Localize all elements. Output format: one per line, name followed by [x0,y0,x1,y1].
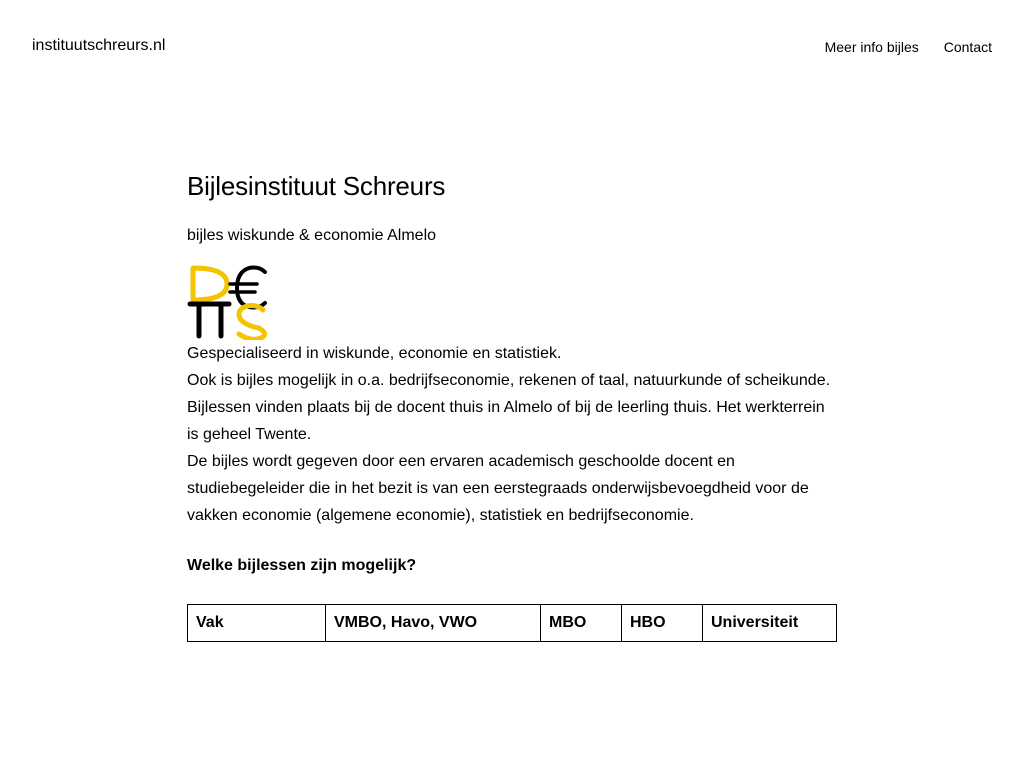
site-title-link[interactable]: instituutschreurs.nl [32,37,166,54]
main-content [187,168,837,642]
table-header-cell: VMBO, Havo, VWO [326,605,541,642]
intro-paragraph: Gespecialiseerd in wiskunde, economie en statistiek. [187,345,562,362]
page-title: Bijlesinstituut Schreurs [187,171,446,201]
location-paragraph: Bijlessen vinden plaats bij de docent thuis in Almelo of bij de leerling thuis. Het werkterrein is geheel Twente. [187,399,825,443]
table-header-cell: MBO [541,605,622,642]
page-tagline: bijles wiskunde & economie Almelo [187,227,437,244]
table-header-cell: Vak [188,605,326,642]
main-nav [825,39,992,55]
table-header-row [188,605,837,642]
teacher-paragraph: De bijles wordt gegeven door een ervaren academisch geschoolde docent en studiebegeleider die in het bezit is van een eerstegraads onderwijsbevoegdheid voor de vakken economie (algemene economie), statistiek en bedrijfseconomie. [187,453,809,524]
section-heading: Welke bijlessen zijn mogelijk? [187,557,417,574]
subjects-paragraph: Ook is bijles mogelijk in o.a. bedrijfseconomie, rekenen of taal, natuurkunde of scheikunde. [187,372,831,389]
nav-item-meer-info-bijles[interactable]: Meer info bijles [824,39,919,55]
nav-item-contact[interactable]: Contact [943,39,992,55]
pi-euro-s-logo-icon [187,264,273,340]
table-header-cell: Universiteit [703,605,837,642]
table-header-cell: HBO [622,605,703,642]
subjects-table [187,604,837,642]
site-header [0,0,1024,96]
